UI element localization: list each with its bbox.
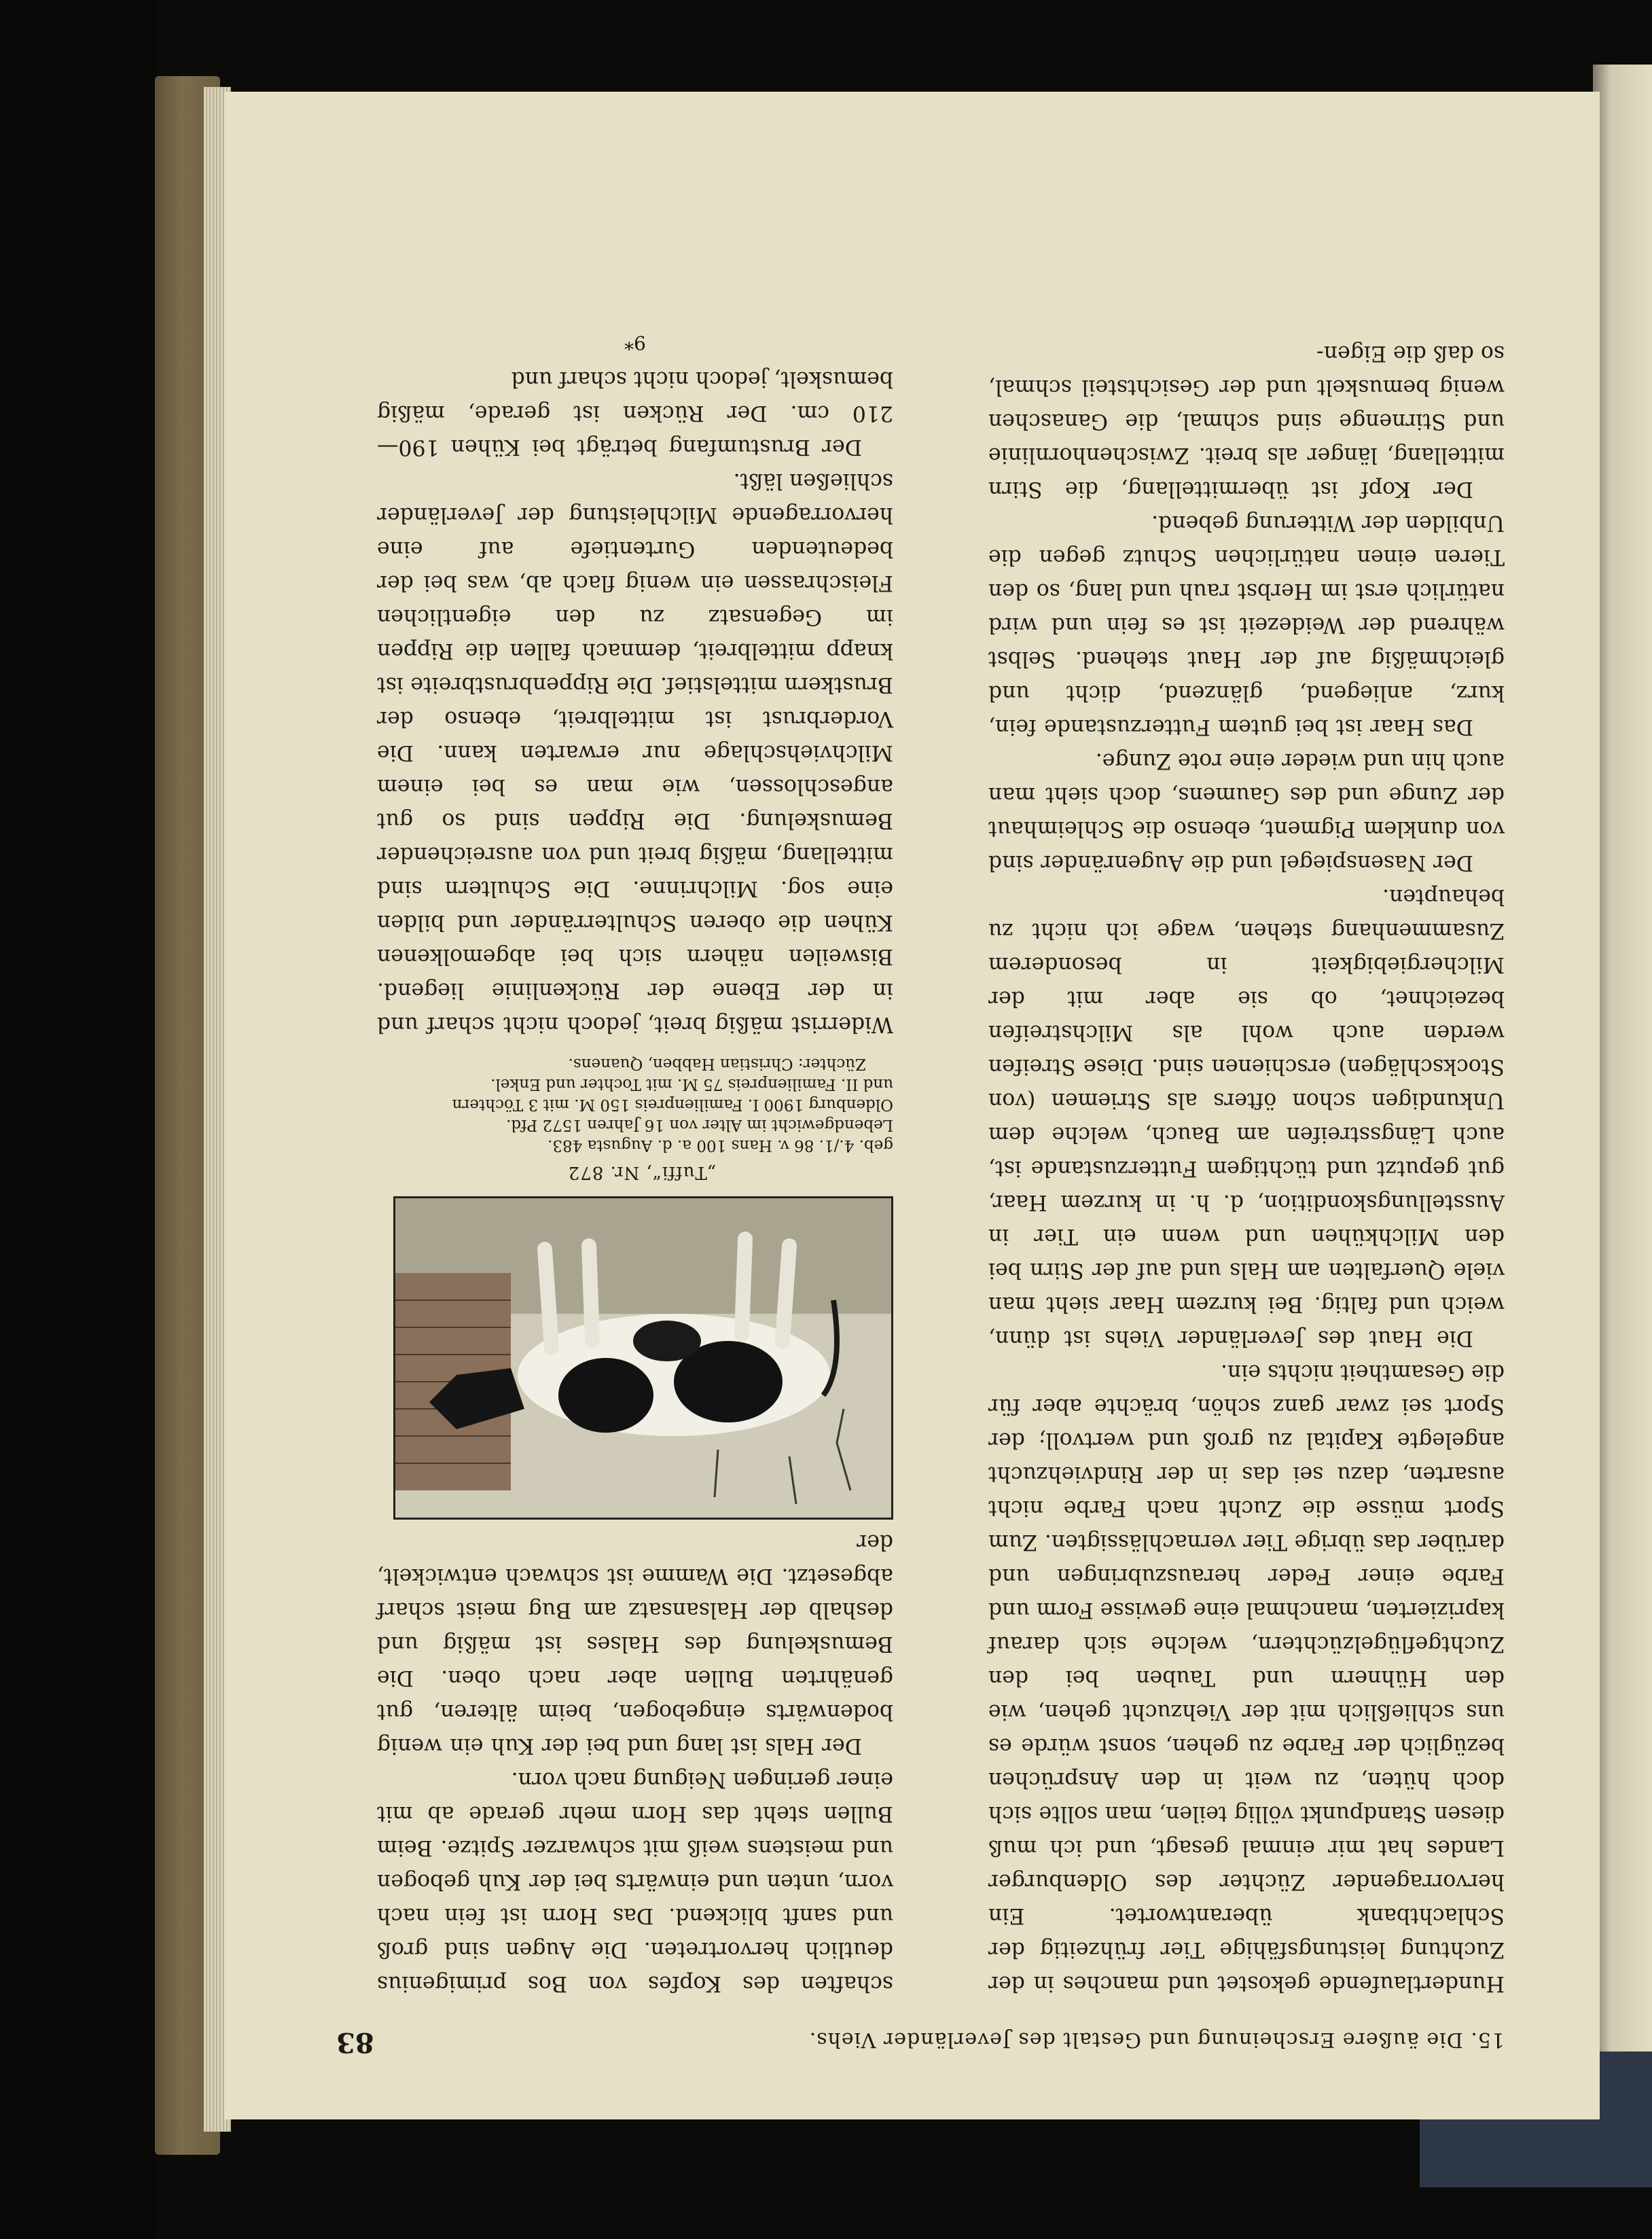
paragraph: Der Hals ist lang und bei der Kuh ein wenig bodenwärts eingebogen, beim älteren, gut genährten Bullen aber nach oben. Die Bemuskelung des Halses ist mäßig und deshalb der Halsansatz am Bug meist scharf abgesetzt. Die Wamme ist schwach entwickelt, der: [377, 1530, 893, 1758]
page-content-rotated: [224, 92, 1600, 2119]
paragraph: schaften des Kopfes von Bos primigenius deutlich hervortreten. Die Augen sind groß und sanft blickend. Das Horn ist fein nach vorn, unten und einwärts bei der Kuh gebogen und meistens weiß mit schwarzer Spitze. Beim Bullen steht das Horn mehr gerade ab mit einer geringen Neigung nach vorn.: [377, 1768, 893, 1996]
cow-photo: [393, 1196, 893, 1520]
page-header: [336, 2018, 1505, 2058]
cow-photo-illustration: [395, 1198, 891, 1518]
paragraph: Widerrist mäßig breit, jedoch nicht scharf und in der Ebene der Rückenlinie liegend. Bisweilen nähern sich bei abgemolkenen Kühen die oberen Schulterränder und bilden eine sog. Milchrinne. Die Schultern sind mittellang, mäßig breit und von ausreichender Bemuskelung. Die Rippen sind so gut angeschlossen, wie man es bei einem Milchviehschlage nur erwarten kann. Die Vorderbrust ist mittelbreit, ebenso der Brustkern mittelstief. Die Rippenbrustbreite ist knapp mittelbreit, demnach fallen die Rippen im Gegensatz zu den eigentlichen Fleischrassen ein wenig flach ab, was bei der bedeutenden Gurtentiefe auf eine hervorragende Milchleistung der Jeverländer schließen läßt.: [377, 469, 893, 1037]
paragraph: Das Haar ist bei gutem Futterzustande fein, kurz, anliegend, glänzend, dicht und gleichmäßig auf der Haut stehend. Selbst während der Weidezeit ist es fein und wird natürlich erst im Herbst rauh und lang, so den Tieren einen natürlichen Schutz gegen die Unbilden der Witterung gebend.: [988, 511, 1505, 739]
figure-caption-line: Züchter: Christian Habben, Quanens.: [568, 1055, 866, 1073]
facing-page-edge: [1593, 65, 1652, 2157]
paragraph: Der Brustumfang beträgt bei Kühen 190—210 cm. Der Rücken ist gerade, mäßig bemuskelt, jedoch nicht scharf und: [377, 367, 893, 459]
page-number: 83: [336, 2026, 374, 2058]
figure-caption-line: Oldenburg 1900 I. Familienpreis 150 M. mit 3 Töchtern: [452, 1096, 893, 1113]
signature-mark: 9*: [624, 332, 646, 354]
cow-figure: [391, 1054, 893, 1520]
figure-caption-line: Lebendgewicht im Alter von 16 Jahren 1572 Pfd.: [506, 1116, 893, 1134]
running-title: 15. Die äußere Erscheinung und Gestalt des Jeverländer Viehs.: [808, 2028, 1505, 2052]
paragraph: Die Haut des Jeverländer Viehs ist dünn, weich und faltig. Bei kurzem Haar sieht man viele Querfalten am Hals und auf der Stirn bei den Milchkühen und wenn ein Tier in Ausstellungskondition, d. h. in kurzem Haar, gut geputzt und tüchtigem Futterzustande ist, auch Längsstreifen am Bauch, welche dem Unkundigen schon öfters als Striemen (von Stockschlägen) erschienen sind. Diese Streifen werden auch wohl als Milchstreifen bezeichnet, ob sie aber mit der Milchergiebigkeit in besonderem Zusammenhang stehen, wage ich nicht zu behaupten.: [988, 884, 1505, 1350]
figure-title: „Tuffi“, Nr. 872: [567, 1162, 717, 1183]
figure-caption-line: geb. 4./1. 86 v. Hans 100 a. d. Augusta 483.: [547, 1136, 893, 1154]
figure-caption-line: und II. Familienpreis 75 M. mit Tochter und Enkel.: [490, 1075, 893, 1093]
right-column: [377, 234, 893, 2001]
paragraph: Der Kopf ist übermittellang, die Stirn mittellang, länger als breit. Zwischenhornlinie und Stirnenge sind schmal, die Ganaschen wenig bemuskelt und der Gesichtsteil schmal, so daß die Eigen-: [988, 341, 1505, 501]
left-column: [988, 234, 1505, 2001]
paragraph: Der Nasenspiegel und die Augenränder sind von dunklem Pigment, ebenso die Schleimhaut der Zunge und des Gaumens, doch sieht man auch hin und wieder eine rote Zunge.: [988, 749, 1505, 875]
scan-background: [0, 0, 156, 2239]
paragraph: Hundertlaufende gekostet und manches in der Zuchtung leistungsfähige Tier frühzeitig der Schlachtbank überantwortet. Ein hervorragender Züchter des Oldenburger Landes hat mir einmal gesagt, und ich muß diesen Standpunkt völlig teilen, man sollte sich doch hüten, zu weit in den Ansprüchen bezüglich der Farbe zu gehen, sonst würde es uns schließlich mit der Viehzucht gehen, wie den Hühnern und Tauben bei den Zuchtgeflügelzüchtern, welche sich darauf kaprizierten, manchmal eine gewisse Form und Farbe einer Feder herauszubringen und darüber das übrige Tier vernachlässigten. Zum Sport müsse die Zucht nach Farbe nicht ausarten, dazu sei das in der Rindviehzucht angelegte Kapital zu groß und wertvoll; der Sport sei zwar ganz schön, brächte aber für die Gesamtheit nichts ein.: [988, 1360, 1505, 1996]
book-page: [224, 92, 1600, 2119]
